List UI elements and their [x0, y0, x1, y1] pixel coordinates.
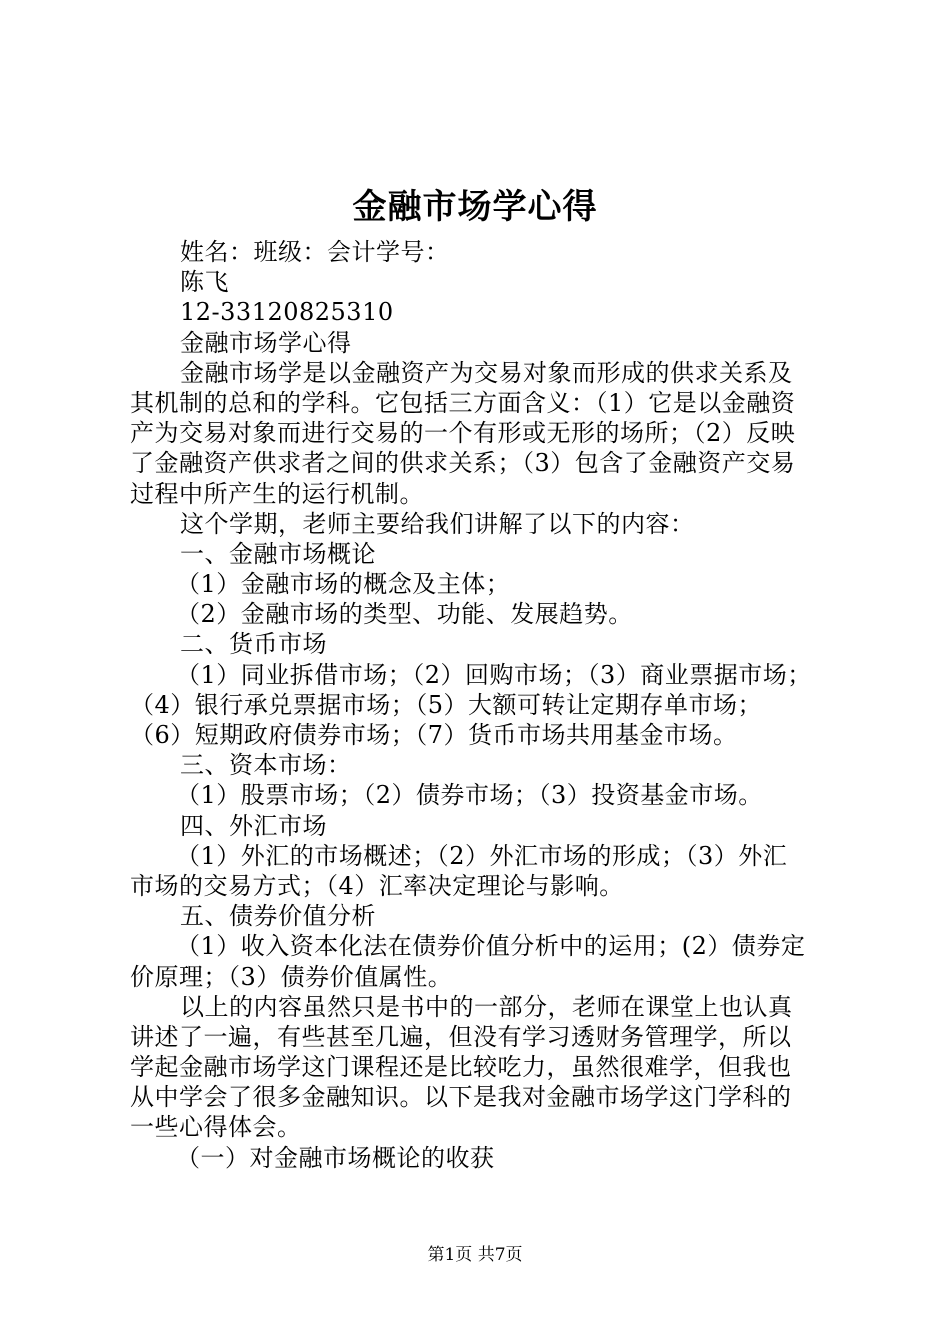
paragraph-line: 学起金融市场学这门课程还是比较吃力，虽然很难学，但我也 — [130, 1053, 792, 1082]
list-item: （1）外汇的市场概述；（2）外汇市场的形成；（3）外汇 — [176, 841, 788, 870]
student-id-line: 12-33120825310 — [180, 298, 394, 327]
list-item: 价原理；（3）债券价值属性。 — [130, 962, 453, 991]
paragraph-line: 过程中所产生的运行机制。 — [130, 479, 424, 508]
paragraph-line: 讲述了一遍，有些甚至几遍，但没有学习透财务管理学，所以 — [130, 1022, 792, 1051]
section-heading: 二、货币市场 — [180, 630, 327, 659]
list-item: （1）股票市场；（2）债券市场；（3）投资基金市场。 — [176, 781, 763, 810]
paragraph-line: 金融市场学是以金融资产为交易对象而形成的供求关系及 — [180, 358, 793, 387]
list-item: （1）金融市场的概念及主体； — [176, 570, 511, 599]
subsection-heading: （一）对金融市场概论的收获 — [176, 1143, 495, 1172]
name-class-line: 姓名：班级：会计学号： — [180, 238, 450, 266]
document-title: 金融市场学心得 — [352, 187, 598, 227]
paragraph-line: 以上的内容虽然只是书中的一部分，老师在课堂上也认真 — [180, 992, 793, 1021]
list-item: （2）金融市场的类型、功能、发展趋势。 — [176, 600, 633, 629]
document-body — [130, 237, 835, 1173]
paragraph-line: 从中学会了很多金融知识。以下是我对金融市场学这门学科的 — [130, 1083, 792, 1112]
paragraph-line: 其机制的总和的学科。它包括三方面含义：（1）它是以金融资 — [130, 388, 796, 417]
section-heading: 一、金融市场概论 — [180, 539, 376, 568]
section-heading: 四、外汇市场 — [180, 811, 327, 840]
section-heading: 五、债券价值分析 — [180, 902, 376, 931]
list-item: （1）同业拆借市场；（2）回购市场；（3）商业票据市场； — [176, 660, 812, 689]
list-item: （4）银行承兑票据市场；（5）大额可转让定期存单市场； — [130, 690, 763, 719]
paragraph-line: 产为交易对象而进行交易的一个有形或无形的场所；（2）反映 — [130, 419, 796, 448]
list-item: （6）短期政府债券市场；（7）货币市场共用基金市场。 — [130, 721, 738, 749]
subtitle-line: 金融市场学心得 — [180, 328, 352, 357]
section-heading: 三、资本市场： — [180, 751, 352, 780]
page-number-footer: 第1页 共7页 — [427, 1245, 523, 1265]
paragraph-line: 一些心得体会。 — [130, 1113, 302, 1142]
author-name-line: 陈飞 — [180, 268, 229, 297]
paragraph-line: 了金融资产供求者之间的供求关系；（3）包含了金融资产交易 — [130, 449, 796, 478]
list-item: 市场的交易方式；（4）汇率决定理论与影响。 — [130, 871, 624, 900]
list-item: （1）收入资本化法在债券价值分析中的运用；(2）债券定 — [176, 932, 806, 961]
paragraph-line: 这个学期，老师主要给我们讲解了以下的内容： — [180, 509, 695, 538]
